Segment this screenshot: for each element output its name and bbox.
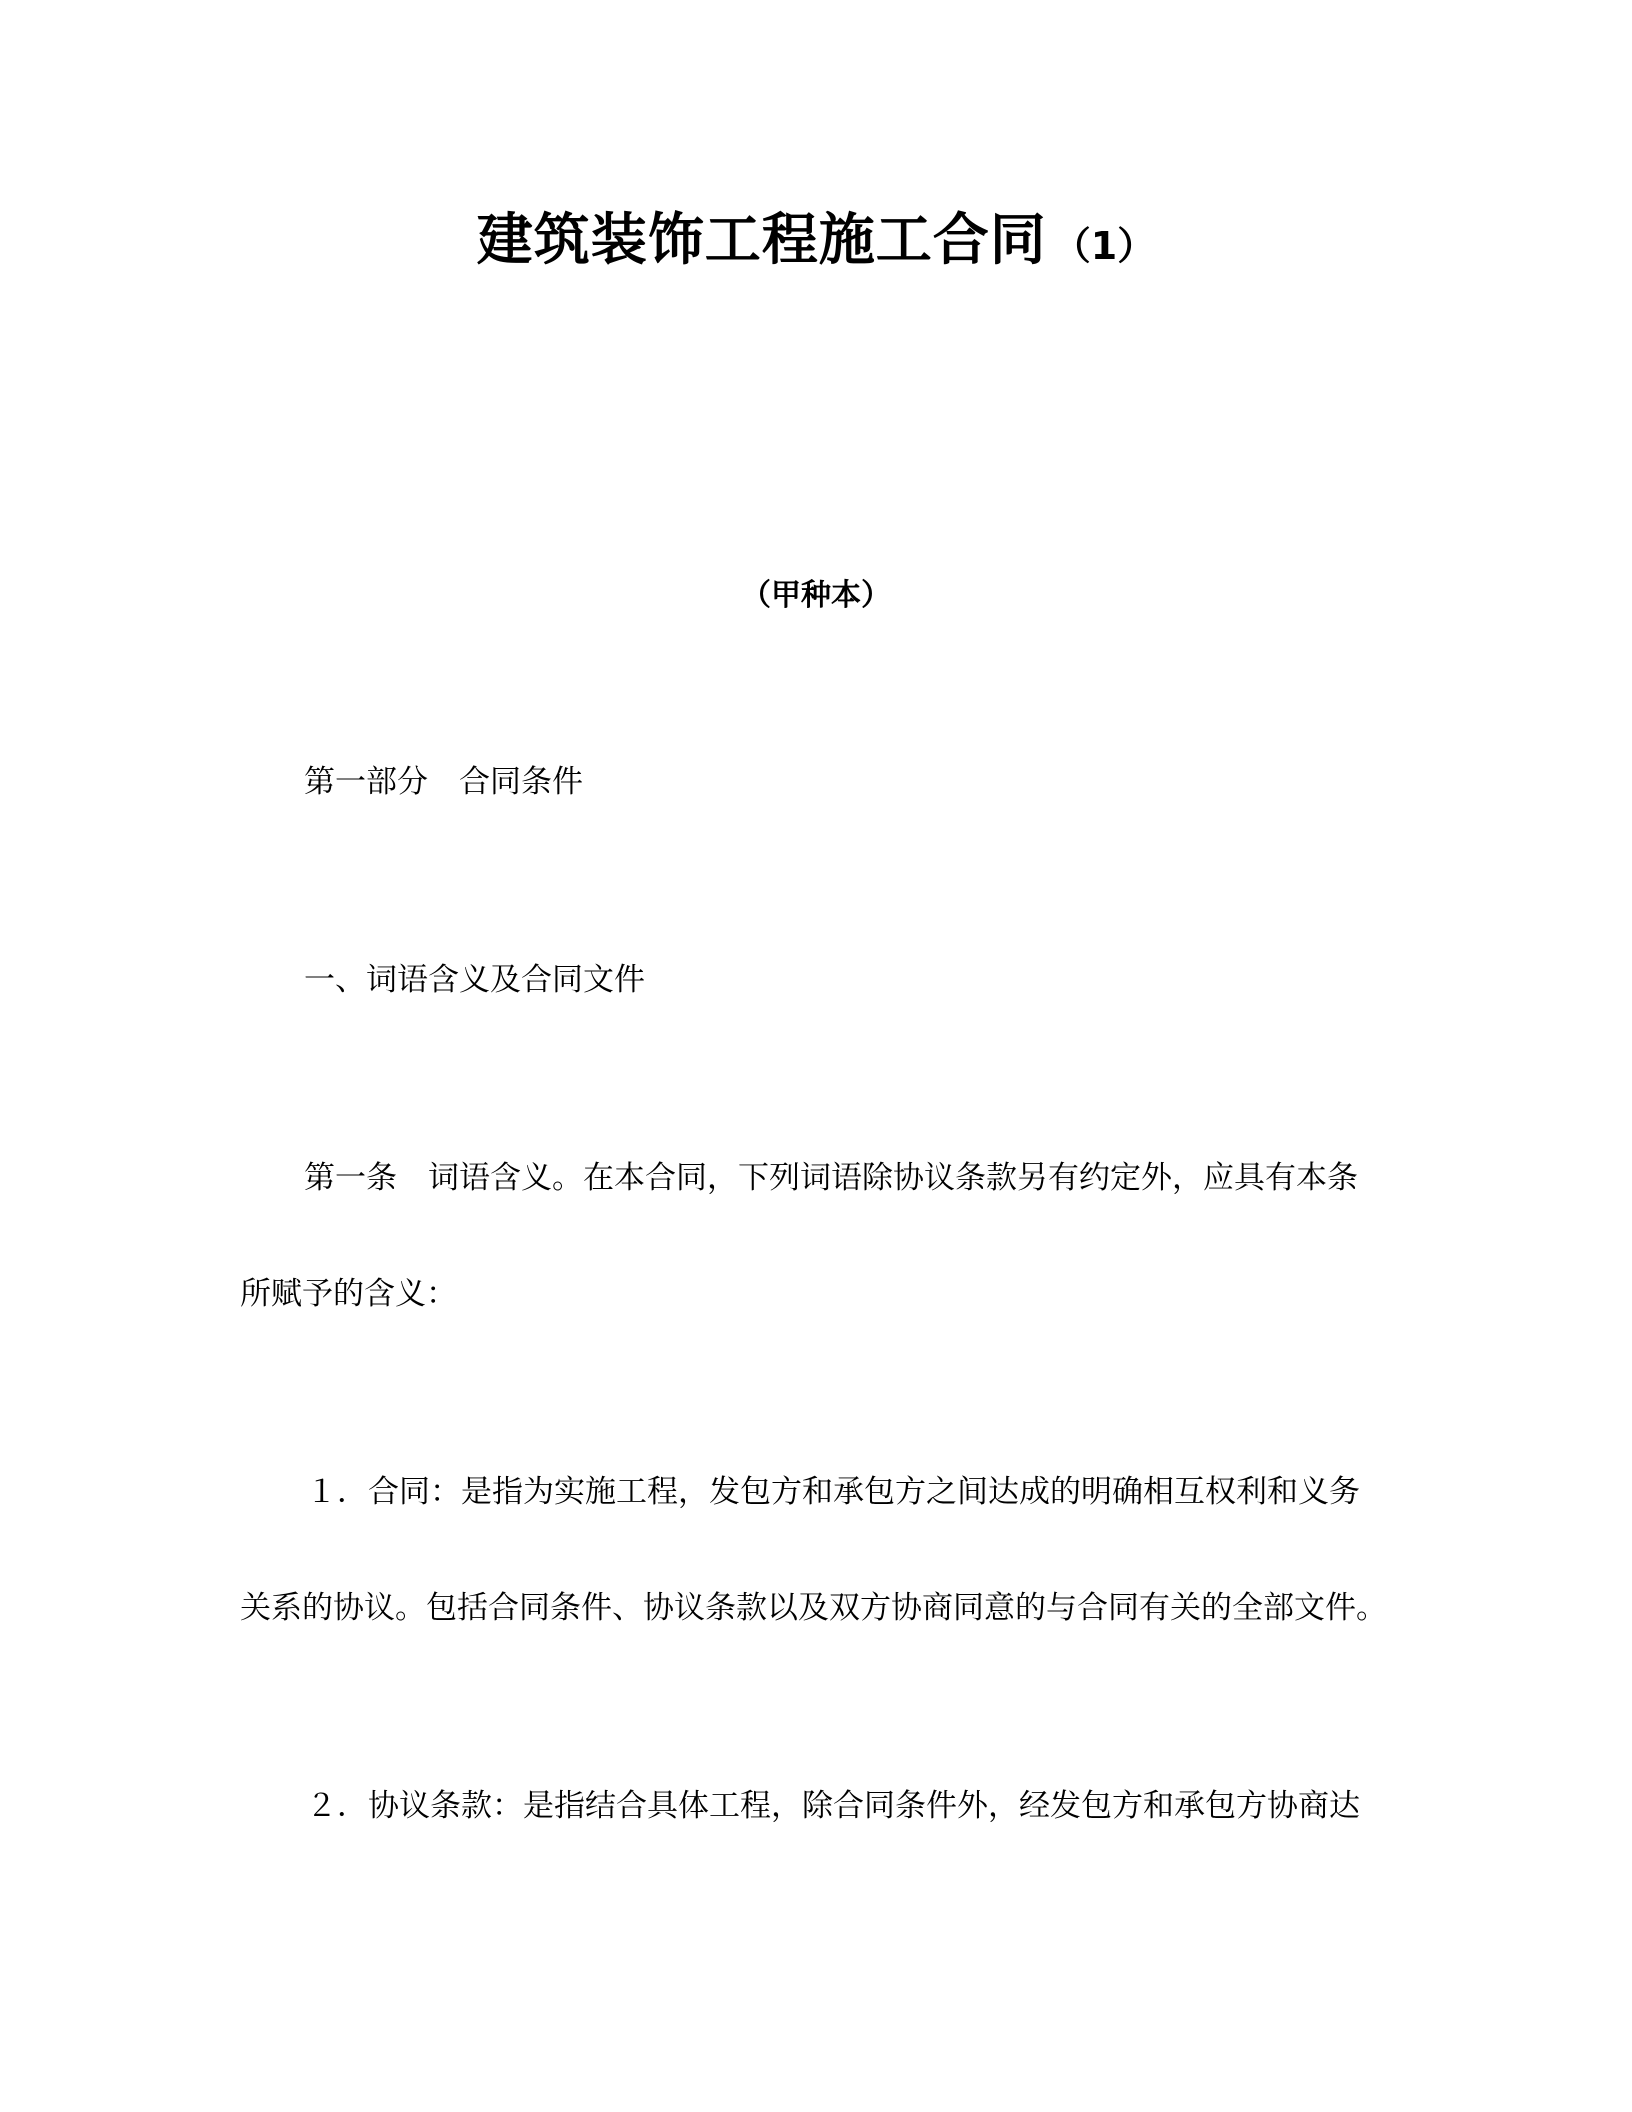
part-heading: 第一部分 合同条件: [304, 764, 583, 800]
title-suffix: （1）: [1052, 224, 1156, 268]
section-heading: 一、词语含义及合同文件: [304, 962, 645, 998]
edition-label: （甲种本）: [741, 578, 891, 613]
article-1-line-1: 第一条 词语含义。在本合同，下列词语除协议条款另有约定外，应具有本条: [304, 1160, 1358, 1196]
item-1-line-2: 关系的协议。包括合同条件、协议条款以及双方协商同意的与合同有关的全部文件。: [240, 1590, 1387, 1626]
document-title: [0, 196, 1632, 276]
article-1-line-2: 所赋予的含义：: [240, 1276, 457, 1312]
title-text: 建筑装饰工程施工合同: [476, 208, 1047, 273]
item-1-line-1: １．合同：是指为实施工程，发包方和承包方之间达成的明确相互权利和义务: [306, 1474, 1360, 1510]
item-2-line-1: ２．协议条款：是指结合具体工程，除合同条件外，经发包方和承包方协商达: [306, 1788, 1360, 1824]
